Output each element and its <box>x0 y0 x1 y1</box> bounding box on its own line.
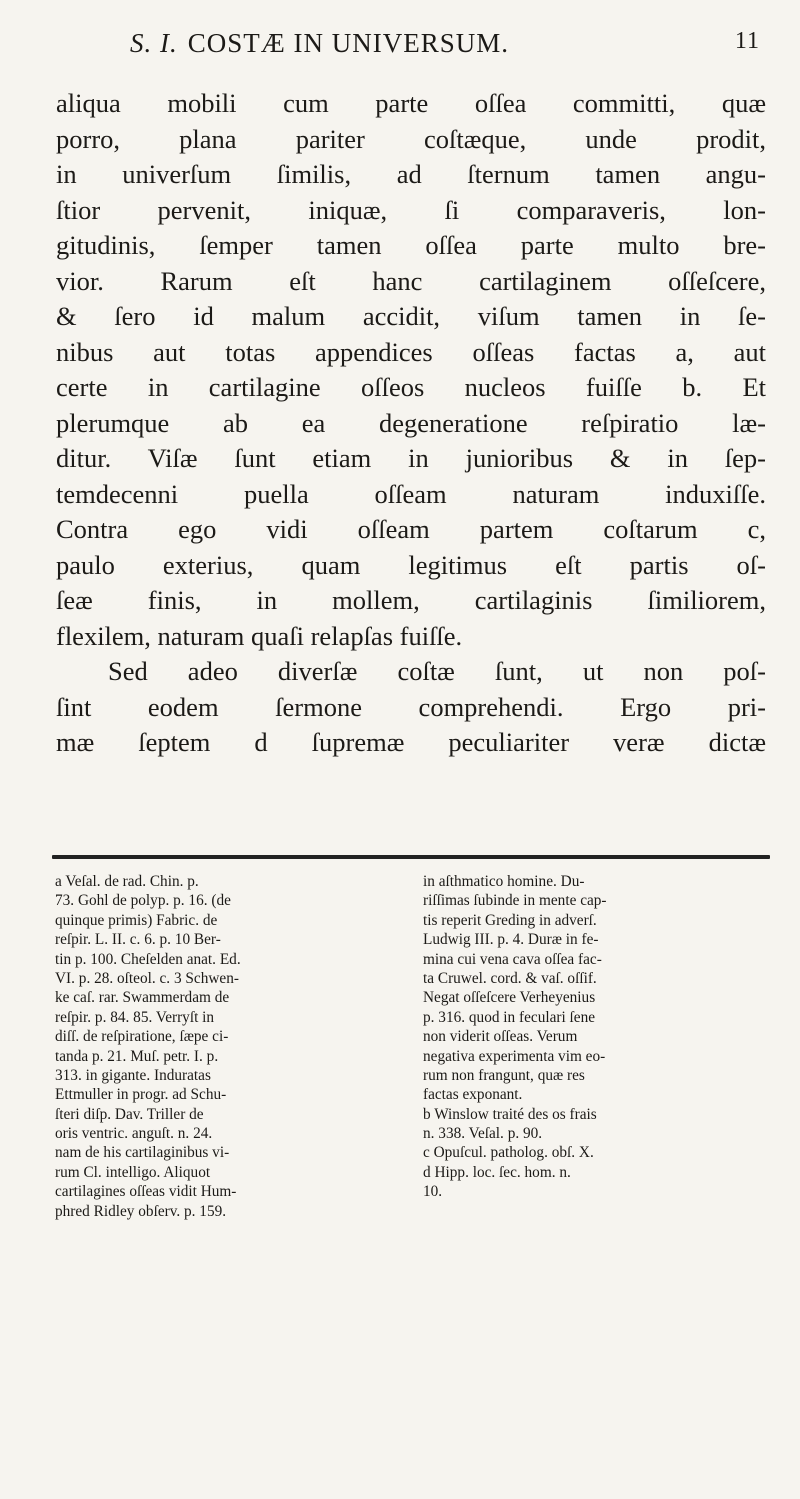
footnote-line: Ettmuller in progr. ad Schu- <box>55 1086 227 1104</box>
text-line: certe in cartilagine oſſeos nucleos fuiſſe b. Et <box>56 372 766 402</box>
footnote-line: p. 316. quod in feculari ſene <box>423 1008 596 1026</box>
footnote-line: nam de his cartilaginibus vi- <box>55 1144 230 1162</box>
footnote-line: non viderit oſſeas. Verum <box>423 1028 578 1046</box>
footnote-line: rum Cl. intelligo. Aliquot <box>55 1163 211 1181</box>
footnote-line: tin p. 100. Cheſelden anat. Ed. <box>55 950 241 968</box>
running-title: COSTÆ IN UNIVERSUM. <box>187 28 510 58</box>
text-line: paulo exterius, quam legitimus eſt partis oſ- <box>56 549 766 580</box>
footnote-line: in aſthmatico homine. Du- <box>423 873 585 890</box>
footnote-line: ke caſ. rar. Swammerdam de <box>55 989 230 1007</box>
page-number: 11 <box>734 28 760 54</box>
footnote-line: riſſimas ſubinde in mente cap- <box>423 892 607 910</box>
footnotes <box>55 872 770 1392</box>
footnotes-right-column <box>423 872 773 1202</box>
footnote-line: oris ventric. anguſt. n. 24. <box>55 1125 213 1143</box>
footnote-line: ta Cruwel. cord. & vaſ. oſſif. <box>423 969 597 987</box>
running-header <box>70 28 760 68</box>
text-line: temdecenni puella oſſeam naturam induxiſſe. <box>56 478 766 509</box>
footnote-line: mina cui vena cava oſſea fac- <box>423 950 602 968</box>
footnote-line: quinque primis) Fabric. de <box>55 911 218 929</box>
footnote-line: VI. p. 28. oſteol. c. 3 Schwen- <box>55 969 239 987</box>
footnote-line: rum non frangunt, quæ res <box>423 1066 585 1084</box>
footnote-line: 313. in gigante. Induratas <box>55 1066 211 1084</box>
footnote-line: Ludwig III. p. 4. Duræ in fe- <box>423 931 599 949</box>
text-line: aliqua mobili cum parte oſſea committi, quæ <box>56 88 766 118</box>
text-line: & ſero id malum accidit, viſum tamen in ſe- <box>56 301 766 331</box>
footnote-line: reſpir. L. II. c. 6. p. 10 Ber- <box>55 931 221 949</box>
text-line: Sed adeo diverſæ coſtæ ſunt, ut non poſ- <box>108 656 766 686</box>
main-text <box>56 86 766 761</box>
footnote-line: reſpir. p. 84. 85. Verryſt in <box>55 1008 215 1026</box>
text-line: nibus aut totas appendices oſſeas factas a, aut <box>56 336 766 367</box>
text-line: ſtior pervenit, iniquæ, ſi comparaveris, lon- <box>56 194 766 225</box>
text-line: plerumque ab ea degeneratione reſpiratio læ- <box>56 407 766 438</box>
text-line: ſeæ finis, in mollem, cartilaginis ſimiliorem, <box>56 585 766 615</box>
footnote-line: negativa experimenta vim eo- <box>423 1047 606 1065</box>
footnote-line: b Winslow traité des os frais <box>423 1105 597 1123</box>
text-line: mæ ſeptem d ſupremæ peculiariter veræ dictæ <box>56 727 766 757</box>
text-line: vior. Rarum eſt hanc cartilaginem oſſeſcere, <box>56 265 766 296</box>
text-line: flexilem, naturam quaſi relapſas fuiſſe. <box>56 620 463 651</box>
header-title-group <box>130 28 509 59</box>
footnote-line: d Hipp. loc. ſec. hom. n. <box>423 1163 571 1181</box>
footnote-line: Negat oſſeſcere Verheyenius <box>423 989 596 1007</box>
text-line: ſint eodem ſermone comprehendi. Ergo pri- <box>56 691 766 722</box>
footnote-line: 73. Gohl de polyp. p. 16. (de <box>55 892 231 910</box>
section-number: S. I. <box>130 28 178 58</box>
footnote-line: n. 338. Veſal. p. 90. <box>423 1125 543 1143</box>
text-line: porro, plana pariter coſtæque, unde prodit, <box>56 123 766 154</box>
text-line: ditur. Viſæ ſunt etiam in junioribus & in ſep- <box>56 443 766 473</box>
footnote-line: tanda p. 21. Muſ. petr. I. p. <box>55 1047 219 1065</box>
footnotes-left-column <box>55 872 390 1221</box>
text-line: gitudinis, ſemper tamen oſſea parte multo bre- <box>56 230 766 260</box>
footnote-line: phred Ridley obſerv. p. 159. <box>55 1202 227 1220</box>
footnote-line: 10. <box>423 1183 443 1201</box>
text-line: Contra ego vidi oſſeam partem coſtarum c, <box>56 514 766 544</box>
footnote-divider <box>52 855 770 859</box>
footnote-line: diſſ. de reſpiratione, ſæpe ci- <box>55 1028 229 1046</box>
footnote-line: a Veſal. de rad. Chin. p. <box>55 873 199 890</box>
footnote-line: factas exponant. <box>423 1086 523 1104</box>
footnote-line: cartilagines oſſeas vidit Hum- <box>55 1183 237 1201</box>
footnote-line: ſteri diſp. Dav. Triller de <box>55 1105 204 1123</box>
text-line: in univerſum ſimilis, ad ſternum tamen angu- <box>56 159 766 189</box>
footnote-line: c Opuſcul. patholog. obſ. X. <box>423 1144 594 1162</box>
footnote-line: tis reperit Greding in adverſ. <box>423 911 597 929</box>
